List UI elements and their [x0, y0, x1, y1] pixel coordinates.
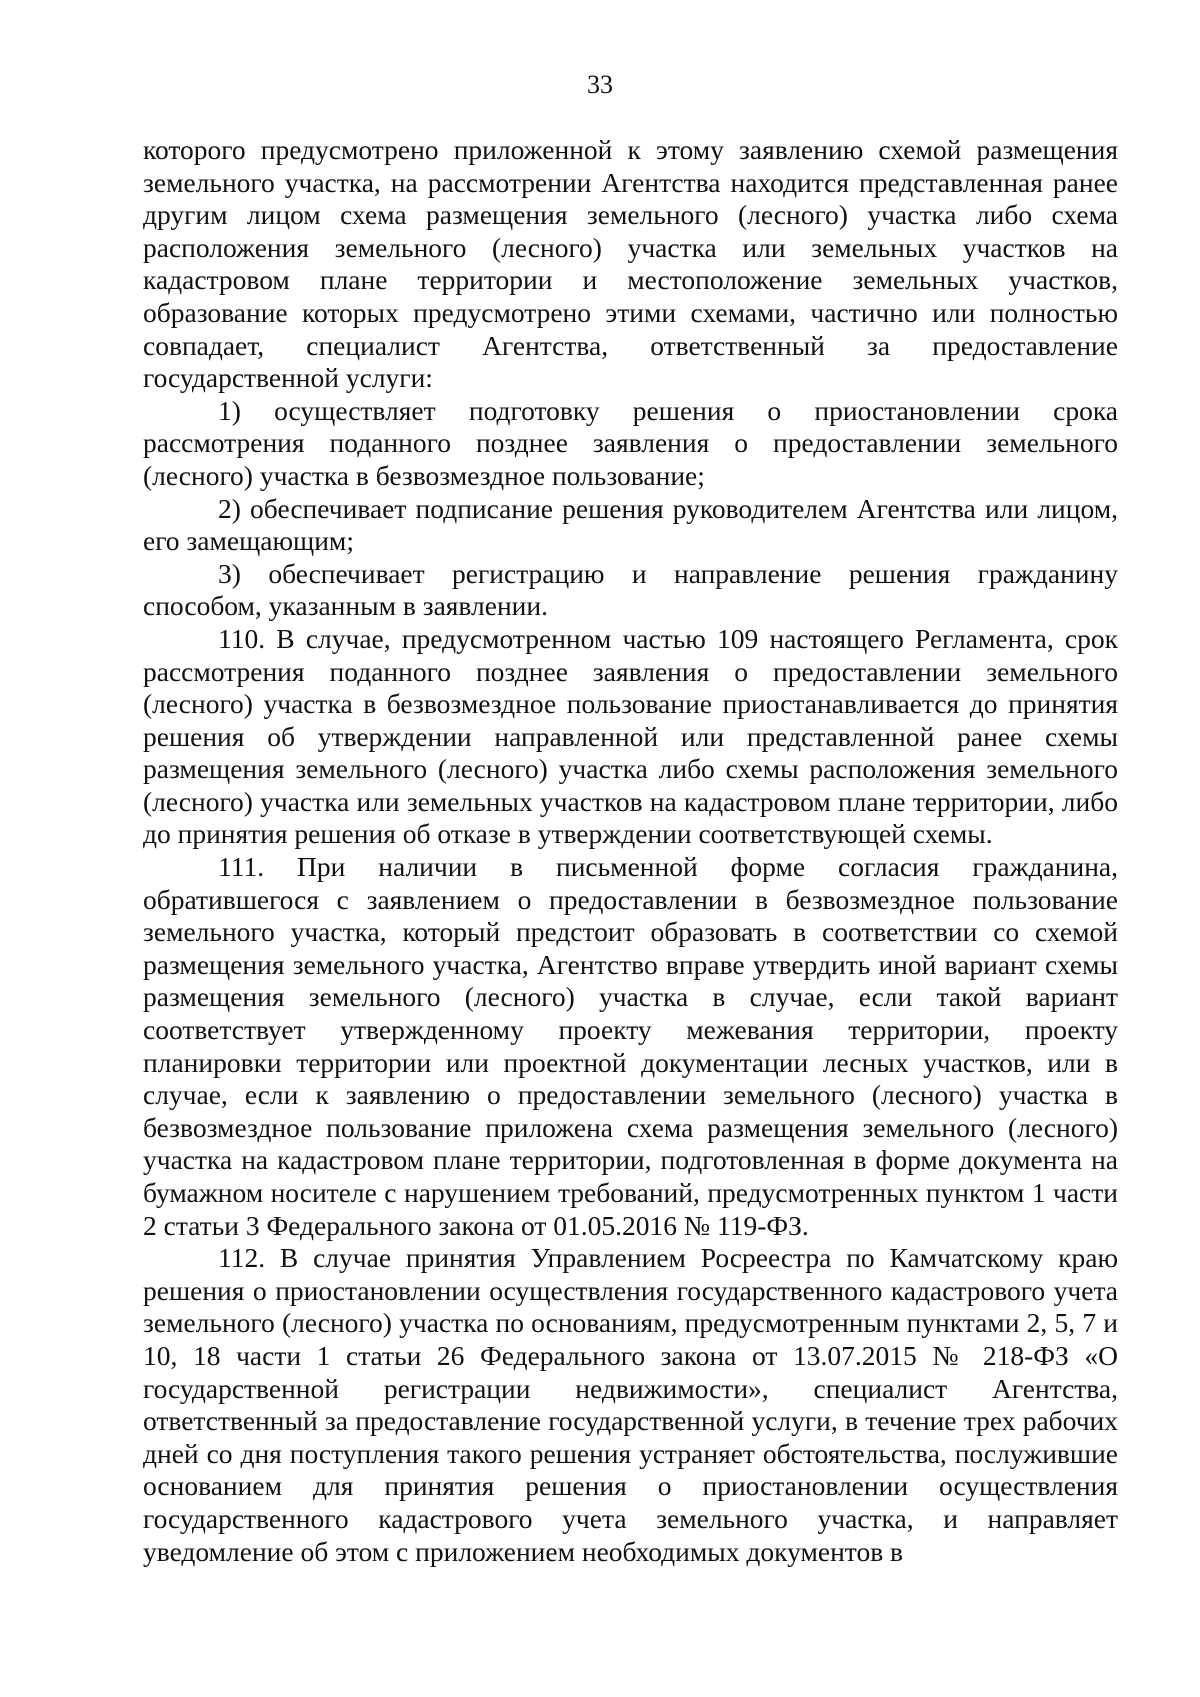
- paragraph-item-3: 3) обеспечивает регистрацию и направление решения гражданину способом, указанным в заявлении.: [143, 557, 1118, 622]
- paragraph-111: 111. При наличии в письменной форме согласия гражданина, обратившегося с заявлением о предоставлении в безвозмездное пользование земельного участка, который предстоит образовать в соответствии со схемой размещения земельного участка, Агентство вправе утвердить иной вариант схемы размещения земельного (лесного) участка в случае, если такой вариант соответствует утвержденному проекту межевания территории, проекту планировки территории или проектной документации лесных участков, или в случае, если к заявлению о предоставлении земельного (лесного) участка в безвозмездное пользование приложена схема размещения земельного (лесного) участка на кадастровом плане территории, подготовленная в форме документа на бумажном носителе с нарушением требований, предусмотренных пунктом 1 части 2 статьи 3 Федерального закона от 01.05.2016 № 119-ФЗ.: [143, 851, 1118, 1241]
- paragraph-110: 110. В случае, предусмотренном частью 109 настоящего Регламента, срок рассмотрения поданного позднее заявления о предоставлении земельного (лесного) участка в безвозмездное пользование приостанавливается до принятия решения об утверждении направленной или представленной ранее схемы размещения земельного (лесного) участка либо схемы расположения земельного (лесного) участка или земельных участков на кадастровом плане территории, либо до принятия решения об отказе в утверждении соответствующей схемы.: [143, 622, 1118, 850]
- paragraph-112: 112. В случае принятия Управлением Росреестра по Камчатскому краю решения о приостановлении осуществления государственного кадастрового учета земельного (лесного) участка по основаниям, предусмотренным пунктами 2, 5, 7 и 10, 18 части 1 статьи 26 Федерального закона от 13.07.2015 № 218-ФЗ «О государственной регистрации недвижимости», специалист Агентства, ответственный за предоставление государственной услуги, в течение трех рабочих дней со дня поступления такого решения устраняет обстоятельства, послужившие основанием для принятия решения о приостановлении осуществления государственного кадастрового учета земельного участка, и направляет уведомление об этом с приложением необходимых документов в: [143, 1242, 1118, 1567]
- paragraph-item-2: 2) обеспечивает подписание решения руководителем Агентства или лицом, его замещающим;: [143, 492, 1118, 557]
- page-number: 33: [587, 70, 613, 99]
- paragraph-item-1: 1) осуществляет подготовку решения о приостановлении срока рассмотрения поданного позднее заявления о предоставлении земельного (лесного) участка в безвозмездное пользование;: [143, 394, 1118, 491]
- paragraph-continuation: которого предусмотрено приложенной к этому заявлению схемой размещения земельного участка, на рассмотрении Агентства находится представленная ранее другим лицом схема размещения земельного (лесного) участка либо схема расположения земельного (лесного) участка или земельных участков на кадастровом плане территории и местоположение земельных участков, образование которых предусмотрено этими схемами, частично или полностью совпадает, специалист Агентства, ответственный за предоставление государственной услуги:: [143, 134, 1118, 394]
- document-body: [143, 134, 1118, 1568]
